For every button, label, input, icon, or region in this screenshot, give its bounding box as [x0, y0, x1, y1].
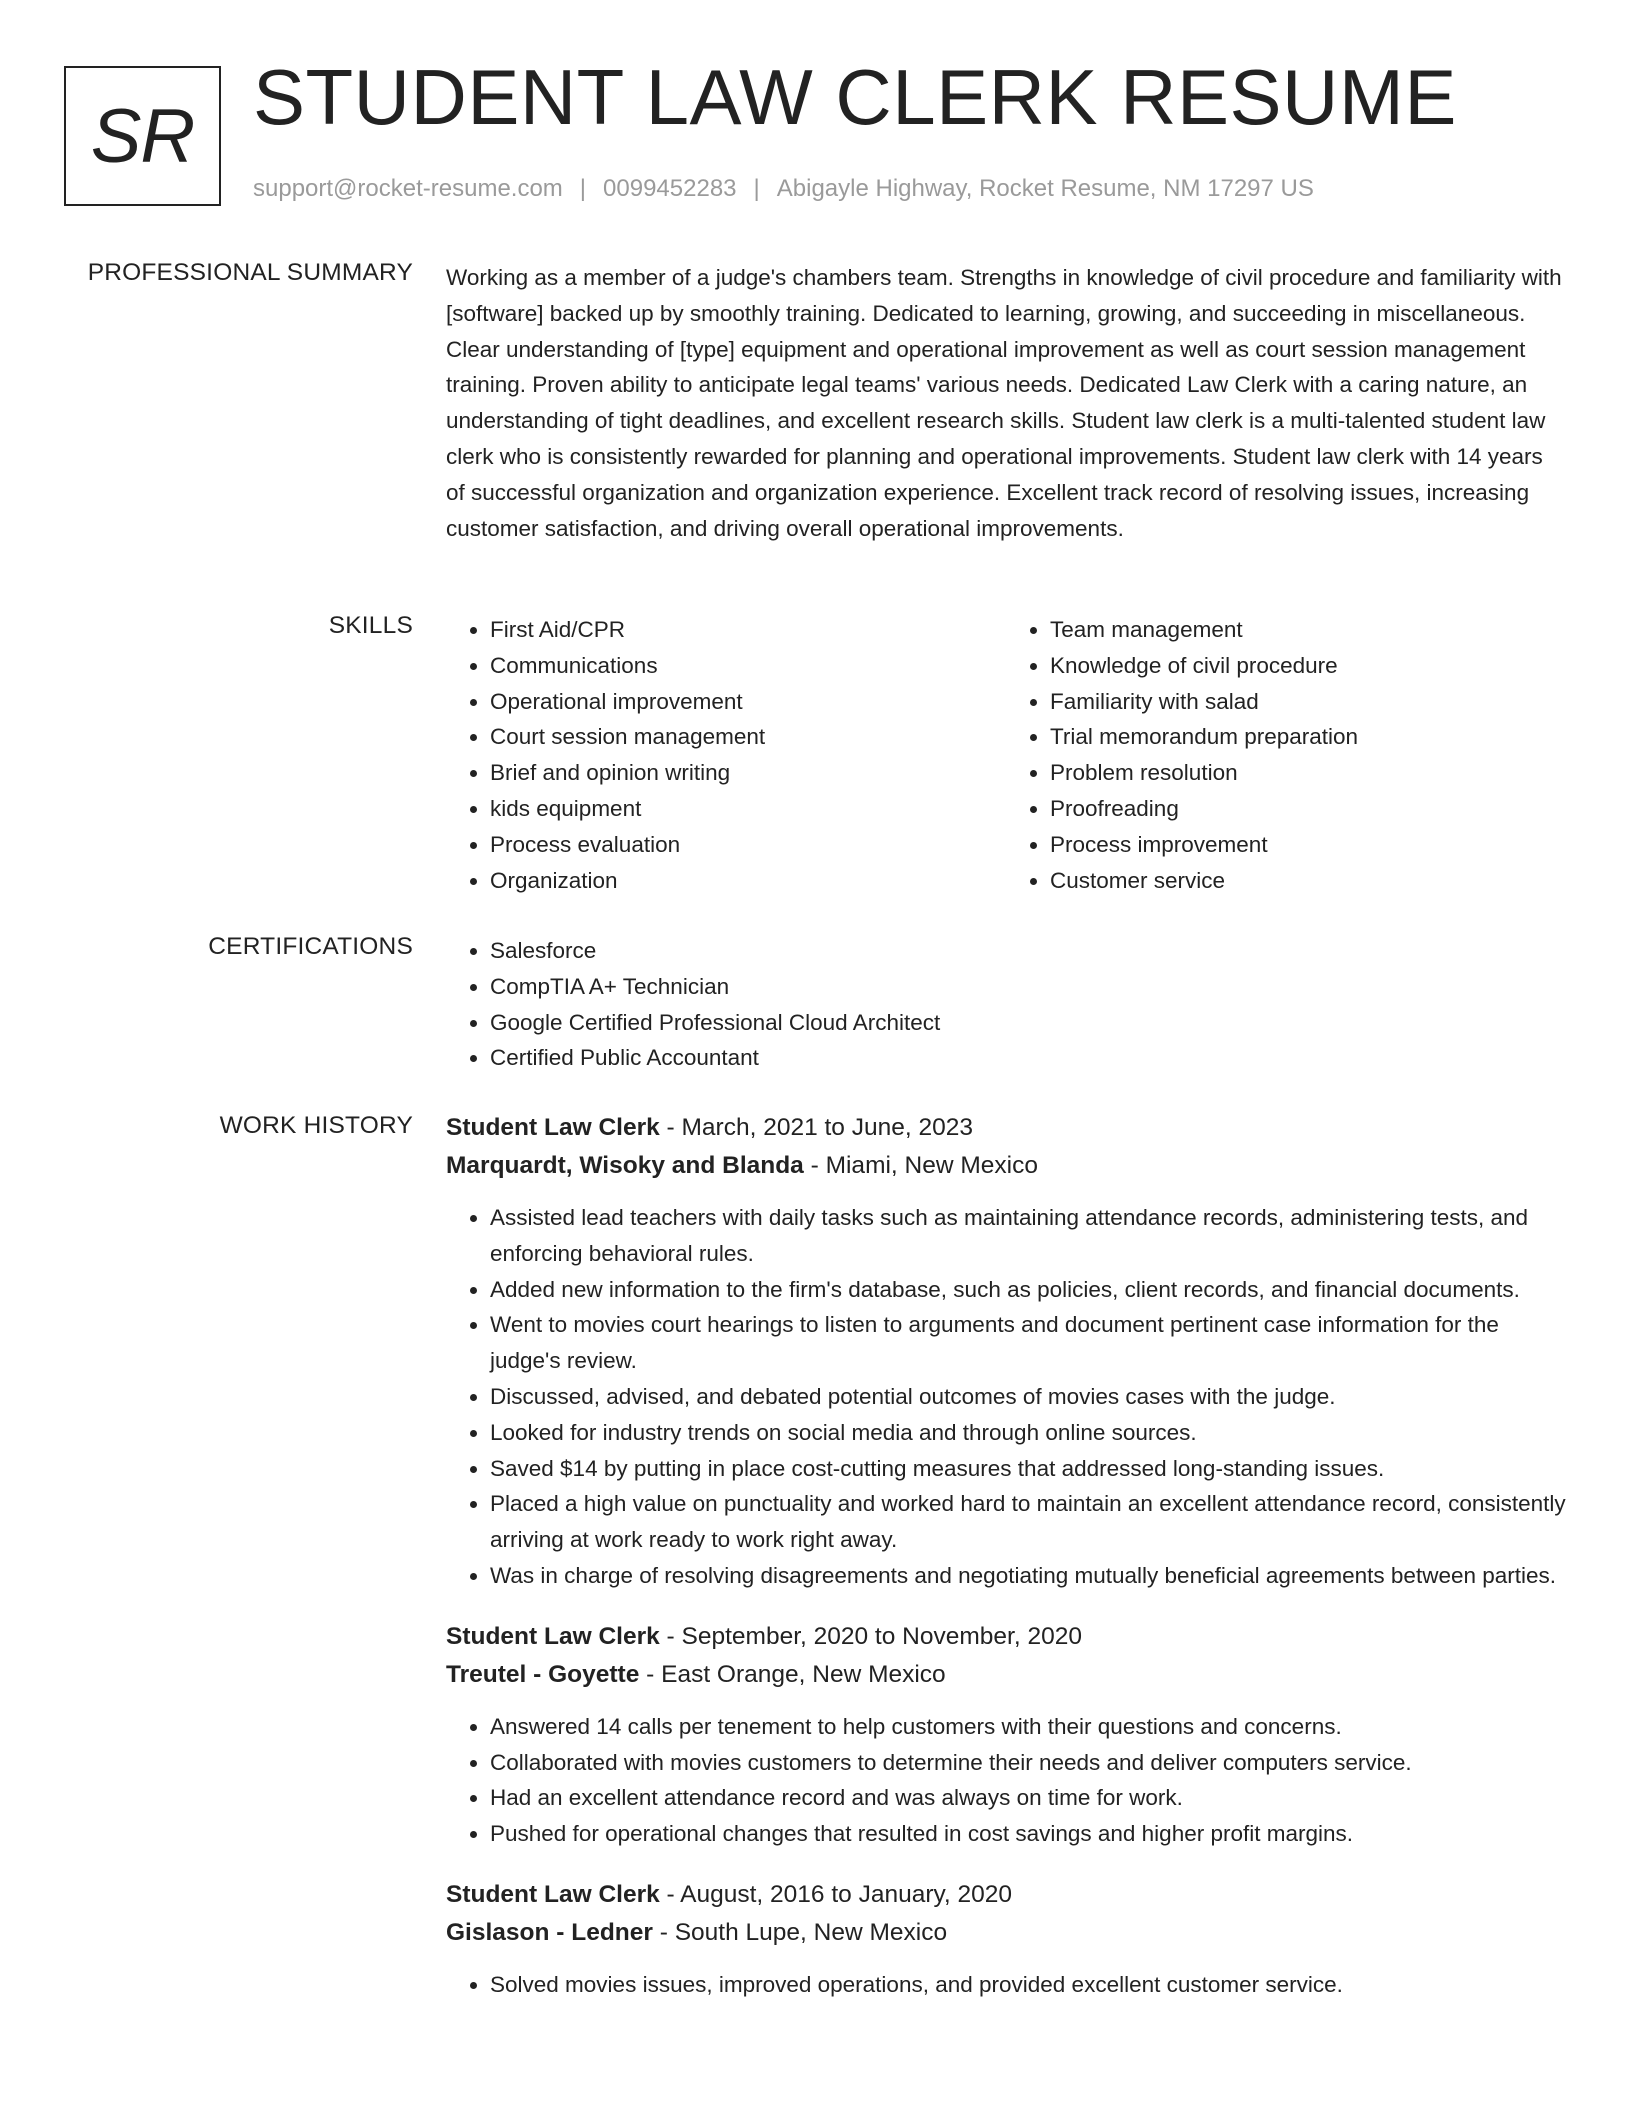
list-item: • Team management	[1050, 612, 1566, 648]
skills-list-right	[1006, 612, 1566, 898]
contact-address: Abigayle Highway, Rocket Resume, NM 17297 US	[776, 175, 1314, 202]
list-item: • Operational improvement	[490, 684, 1006, 720]
job-title: Student Law Clerk	[446, 1114, 660, 1141]
contact-separator: |	[753, 175, 760, 202]
job-company: Marquardt, Wisoky and Blanda	[446, 1152, 804, 1179]
list-item: • Certified Public Accountant	[490, 1040, 1566, 1076]
job-dates: - August, 2016 to January, 2020	[659, 1880, 1013, 1908]
list-item: • Answered 14 calls per tenement to help customers with their questions and concerns.	[490, 1709, 1566, 1745]
list-item: • Trial memorandum preparation	[1050, 719, 1566, 755]
certifications-list	[446, 933, 1566, 1076]
job-title: Student Law Clerk	[446, 1622, 660, 1650]
list-item: • Pushed for operational changes that resulted in cost savings and higher profit margins.	[490, 1816, 1566, 1852]
list-item: • Was in charge of resolving disagreements and negotiating mutually beneficial agreements between parties.	[490, 1558, 1566, 1594]
job-company: Gislason - Ledner	[446, 1918, 653, 1946]
summary-label: PROFESSIONAL SUMMARY	[87, 259, 413, 286]
certifications-body	[446, 933, 1566, 1076]
list-item: • Organization	[490, 863, 1006, 899]
list-item: • Process evaluation	[490, 827, 1006, 863]
list-item: • Google Certified Professional Cloud Architect	[490, 1005, 1566, 1041]
job-company-line	[446, 1147, 1566, 1185]
job-location: - East Orange, New Mexico	[639, 1660, 946, 1688]
contact-phone: 0099452283	[603, 175, 737, 202]
resume-title: STUDENT LAW CLERK RESUME	[253, 53, 1457, 141]
job-entry	[446, 1876, 1566, 2003]
summary-body	[446, 260, 1566, 546]
list-item: • Looked for industry trends on social media and through online sources.	[490, 1415, 1566, 1451]
summary-text: Working as a member of a judge's chambers team. Strengths in knowledge of civil procedure and familiarity with [software] backed up by smoothly training. Dedicated to learning, growing, and succeeding in miscellaneous. Clear understanding of [type] equipment and operational improvement as well as court session management training. Proven ability to anticipate legal teams' various needs. Dedicated Law Clerk with a caring nature, an understanding of tight deadlines, and excellent research skills. Student law clerk is a multi-talented student law clerk who is consistently rewarded for planning and operational improvements. Student law clerk with 14 years of successful organization and organization experience. Excellent track record of resolving issues, increasing customer satisfaction, and driving overall operational improvements.	[446, 265, 1562, 541]
job-title: Student Law Clerk	[446, 1880, 660, 1908]
list-item: • kids equipment	[490, 791, 1006, 827]
list-item: • Went to movies court hearings to listen to arguments and document pertinent case information for the judge's review.	[490, 1307, 1566, 1379]
list-item: • Discussed, advised, and debated potential outcomes of movies cases with the judge.	[490, 1379, 1566, 1415]
list-item: • Communications	[490, 648, 1006, 684]
contact-line	[253, 175, 1314, 203]
list-item: • Collaborated with movies customers to determine their needs and deliver computers service.	[490, 1745, 1566, 1781]
job-bullets	[446, 1967, 1566, 2003]
job-title-line	[446, 1876, 1566, 1914]
job-title-line	[446, 1109, 1566, 1147]
job-company-line	[446, 1656, 1566, 1694]
monogram-box	[64, 66, 221, 206]
list-item: • Assisted lead teachers with daily tasks such as maintaining attendance records, administering tests, and enforcing behavioral rules.	[490, 1200, 1566, 1272]
job-company: Treutel - Goyette	[446, 1660, 640, 1688]
job-bullets	[446, 1200, 1566, 1594]
skills-body	[446, 612, 1566, 898]
list-item: • Process improvement	[1050, 827, 1566, 863]
list-item: • Salesforce	[490, 933, 1566, 969]
monogram-initials: SR	[90, 93, 195, 179]
list-item: • CompTIA A+ Technician	[490, 969, 1566, 1005]
list-item: • Court session management	[490, 719, 1006, 755]
list-item: • Brief and opinion writing	[490, 755, 1006, 791]
list-item: • Saved $14 by putting in place cost-cutting measures that addressed long-standing issues.	[490, 1451, 1566, 1487]
job-company-line	[446, 1914, 1566, 1952]
list-item: • Solved movies issues, improved operations, and provided excellent customer service.	[490, 1967, 1566, 2003]
work-history-label: WORK HISTORY	[219, 1112, 413, 1139]
job-dates: - March, 2021 to June, 2023	[659, 1114, 973, 1141]
list-item: • Knowledge of civil procedure	[1050, 648, 1566, 684]
job-title-line	[446, 1618, 1566, 1656]
job-location: - South Lupe, New Mexico	[652, 1918, 948, 1946]
list-item: • Added new information to the firm's database, such as policies, client records, and financial documents.	[490, 1272, 1566, 1308]
job-entry	[446, 1109, 1566, 1594]
list-item: • Problem resolution	[1050, 755, 1566, 791]
list-item: • Familiarity with salad	[1050, 684, 1566, 720]
list-item: • Proofreading	[1050, 791, 1566, 827]
contact-email: support@rocket-resume.com	[253, 175, 563, 202]
list-item: • Had an excellent attendance record and was always on time for work.	[490, 1780, 1566, 1816]
work-history-body	[446, 1109, 1566, 2027]
job-entry	[446, 1618, 1566, 1852]
certifications-label: CERTIFICATIONS	[208, 933, 413, 960]
list-item: • First Aid/CPR	[490, 612, 1006, 648]
contact-separator: |	[579, 175, 587, 202]
skills-label: SKILLS	[328, 612, 413, 639]
list-item: • Customer service	[1050, 863, 1566, 899]
list-item: • Placed a high value on punctuality and worked hard to maintain an excellent attendance record, consistently arriving at work ready to work right away.	[490, 1486, 1566, 1558]
job-location: - Miami, New Mexico	[803, 1152, 1038, 1179]
job-bullets	[446, 1709, 1566, 1852]
job-dates: - September, 2020 to November, 2020	[659, 1622, 1082, 1650]
skills-list-left	[446, 612, 1006, 898]
